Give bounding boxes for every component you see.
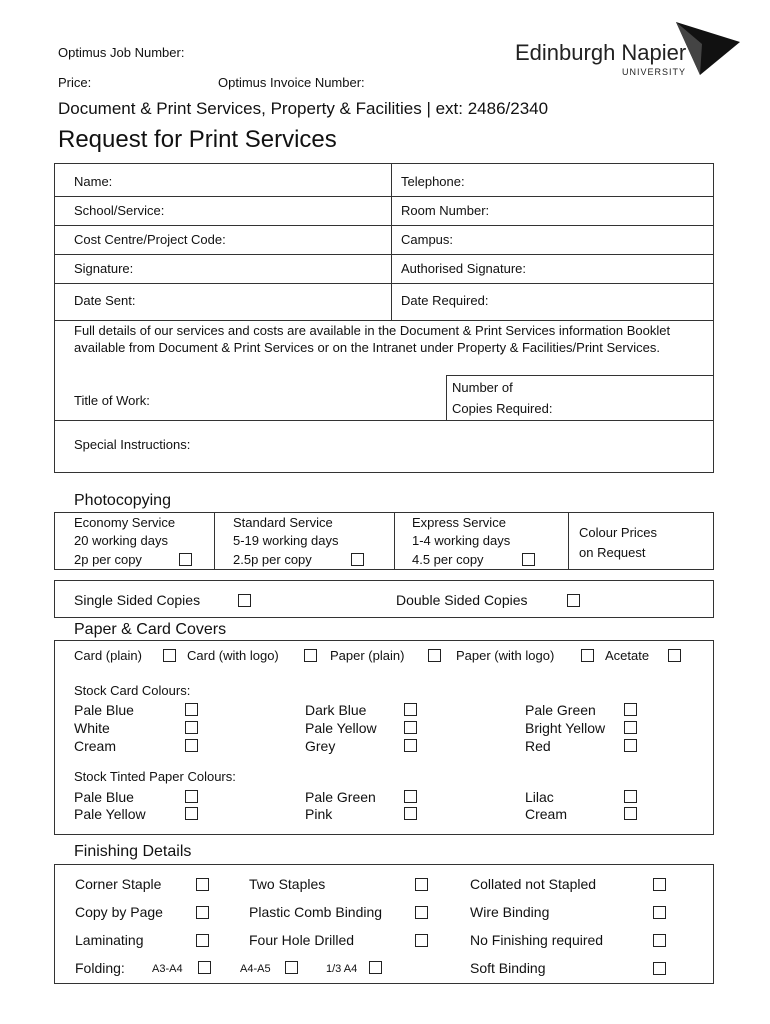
colour-prices-line2: on Request [579,545,646,560]
card-colour: Bright Yellow [525,720,606,736]
name-field[interactable]: Name: [74,174,113,189]
finishing-heading: Finishing Details [74,843,192,860]
economy-title: Economy Service [74,515,176,530]
standard-days: 5-19 working days [233,533,339,548]
tinted-colour: Cream [525,806,568,822]
card-pale-blue-checkbox[interactable] [185,703,198,716]
folding-option-label: A4-A5 [240,963,271,975]
signature-field[interactable]: Signature: [74,261,134,276]
page-title: Request for Print Services [58,126,337,153]
photocopying-heading: Photocopying [74,492,171,509]
paper-type-card-plain: Card (plain) [74,648,142,663]
finishing-option: Wire Binding [470,904,550,920]
laminating-checkbox[interactable] [196,934,209,947]
finishing-option: Collated not Stapled [470,876,597,892]
paper-logo-checkbox[interactable] [581,649,594,662]
express-days: 1-4 working days [412,533,511,548]
wire-binding-checkbox[interactable] [653,906,666,919]
optimus-invoice-number-label: Optimus Invoice Number: [218,75,365,90]
logo-arrow-icon [672,20,742,80]
tinted-colour: Pink [305,806,333,822]
paper-type-acetate: Acetate [605,648,650,663]
finishing-option: No Finishing required [470,932,604,948]
folding-a4-a5-checkbox[interactable] [285,961,298,974]
double-sided-label: Double Sided Copies [396,592,528,608]
card-colour: Pale Blue [74,702,134,718]
stock-card-heading: Stock Card Colours: [74,683,191,698]
paper-type-card-logo: Card (with logo) [187,648,279,663]
economy-days: 20 working days [74,533,168,548]
room-number-field[interactable]: Room Number: [401,203,490,218]
optimus-job-number-label: Optimus Job Number: [58,45,185,60]
telephone-field[interactable]: Telephone: [401,174,465,189]
campus-field[interactable]: Campus: [401,232,454,247]
title-of-work-field[interactable]: Title of Work: [74,393,150,408]
cost-centre-field[interactable]: Cost Centre/Project Code: [74,232,226,247]
standard-title: Standard Service [233,515,333,530]
card-pale-yellow-checkbox[interactable] [404,721,417,734]
card-colour: White [74,720,110,736]
folding-third-a4-checkbox[interactable] [369,961,382,974]
tinted-paper-heading: Stock Tinted Paper Colours: [74,769,236,784]
card-colour: Pale Yellow [305,720,377,736]
single-sided-checkbox[interactable] [238,594,251,607]
card-red-checkbox[interactable] [624,739,637,752]
copies-label-line1: Number of [452,380,513,395]
copies-required-field[interactable]: Copies Required: [452,401,553,416]
tinted-colour: Pale Yellow [74,806,146,822]
card-colour: Cream [74,738,117,754]
card-pale-green-checkbox[interactable] [624,703,637,716]
economy-checkbox[interactable] [179,553,192,566]
tinted-pale-blue-checkbox[interactable] [185,790,198,803]
no-finishing-checkbox[interactable] [653,934,666,947]
finishing-option: Plastic Comb Binding [249,904,383,920]
colour-prices-line1: Colour Prices [579,525,658,540]
tinted-cream-checkbox[interactable] [624,807,637,820]
date-sent-field[interactable]: Date Sent: [74,293,136,308]
finishing-option: Two Staples [249,876,326,892]
info-paragraph: Full details of our services and costs are available in the Document & Print Services information Booklet available from Document & Print Services or on the Intranet under Property & Facilities/Print Services. [74,323,671,355]
school-service-field[interactable]: School/Service: [74,203,165,218]
standard-price: 2.5p per copy [233,552,312,567]
paper-type-paper-logo: Paper (with logo) [456,648,555,663]
tinted-colour: Pale Green [305,789,376,805]
soft-binding-checkbox[interactable] [653,962,666,975]
logo-sub: UNIVERSITY [622,67,687,77]
copy-by-page-checkbox[interactable] [196,906,209,919]
double-sided-checkbox[interactable] [567,594,580,607]
economy-price: 2p per copy [74,552,142,567]
tinted-pink-checkbox[interactable] [404,807,417,820]
express-title: Express Service [412,515,506,530]
card-white-checkbox[interactable] [185,721,198,734]
card-cream-checkbox[interactable] [185,739,198,752]
paper-type-paper-plain: Paper (plain) [330,648,405,663]
express-checkbox[interactable] [522,553,535,566]
paper-heading: Paper & Card Covers [74,621,227,638]
card-colour: Pale Green [525,702,596,718]
card-plain-checkbox[interactable] [163,649,176,662]
logo-name: Edinburgh Napier [515,40,687,65]
folding-label: Folding: [75,960,125,976]
card-colour: Grey [305,738,336,754]
finishing-option: Four Hole Drilled [249,932,355,948]
acetate-checkbox[interactable] [668,649,681,662]
special-instructions-field[interactable]: Special Instructions: [74,437,191,452]
single-sided-label: Single Sided Copies [74,592,201,608]
authorised-signature-field[interactable]: Authorised Signature: [401,261,527,276]
folding-a3-a4-checkbox[interactable] [198,961,211,974]
finishing-option: Soft Binding [470,960,546,976]
department-line: Document & Print Services, Property & Facilities | ext: 2486/2340 [58,99,549,118]
folding-option-label: 1/3 A4 [326,963,358,975]
tinted-colour: Pale Blue [74,789,134,805]
card-colour: Red [525,738,551,754]
corner-staple-checkbox[interactable] [196,878,209,891]
tinted-colour: Lilac [525,789,554,805]
paper-table [54,640,714,835]
folding-option-label: A3-A4 [152,963,183,975]
tinted-pale-yellow-checkbox[interactable] [185,807,198,820]
collated-not-stapled-checkbox[interactable] [653,878,666,891]
finishing-option: Corner Staple [75,876,162,892]
two-staples-checkbox[interactable] [415,878,428,891]
tinted-lilac-checkbox[interactable] [624,790,637,803]
card-dark-blue-checkbox[interactable] [404,703,417,716]
standard-checkbox[interactable] [351,553,364,566]
express-price: 4.5 per copy [412,552,484,567]
card-logo-checkbox[interactable] [304,649,317,662]
card-colour: Dark Blue [305,702,367,718]
four-hole-drilled-checkbox[interactable] [415,934,428,947]
finishing-option: Copy by Page [75,904,163,920]
finishing-option: Laminating [75,932,144,948]
tinted-pale-green-checkbox[interactable] [404,790,417,803]
card-grey-checkbox[interactable] [404,739,417,752]
date-required-field[interactable]: Date Required: [401,293,489,308]
plastic-comb-binding-checkbox[interactable] [415,906,428,919]
card-bright-yellow-checkbox[interactable] [624,721,637,734]
paper-plain-checkbox[interactable] [428,649,441,662]
price-label: Price: [58,75,92,90]
